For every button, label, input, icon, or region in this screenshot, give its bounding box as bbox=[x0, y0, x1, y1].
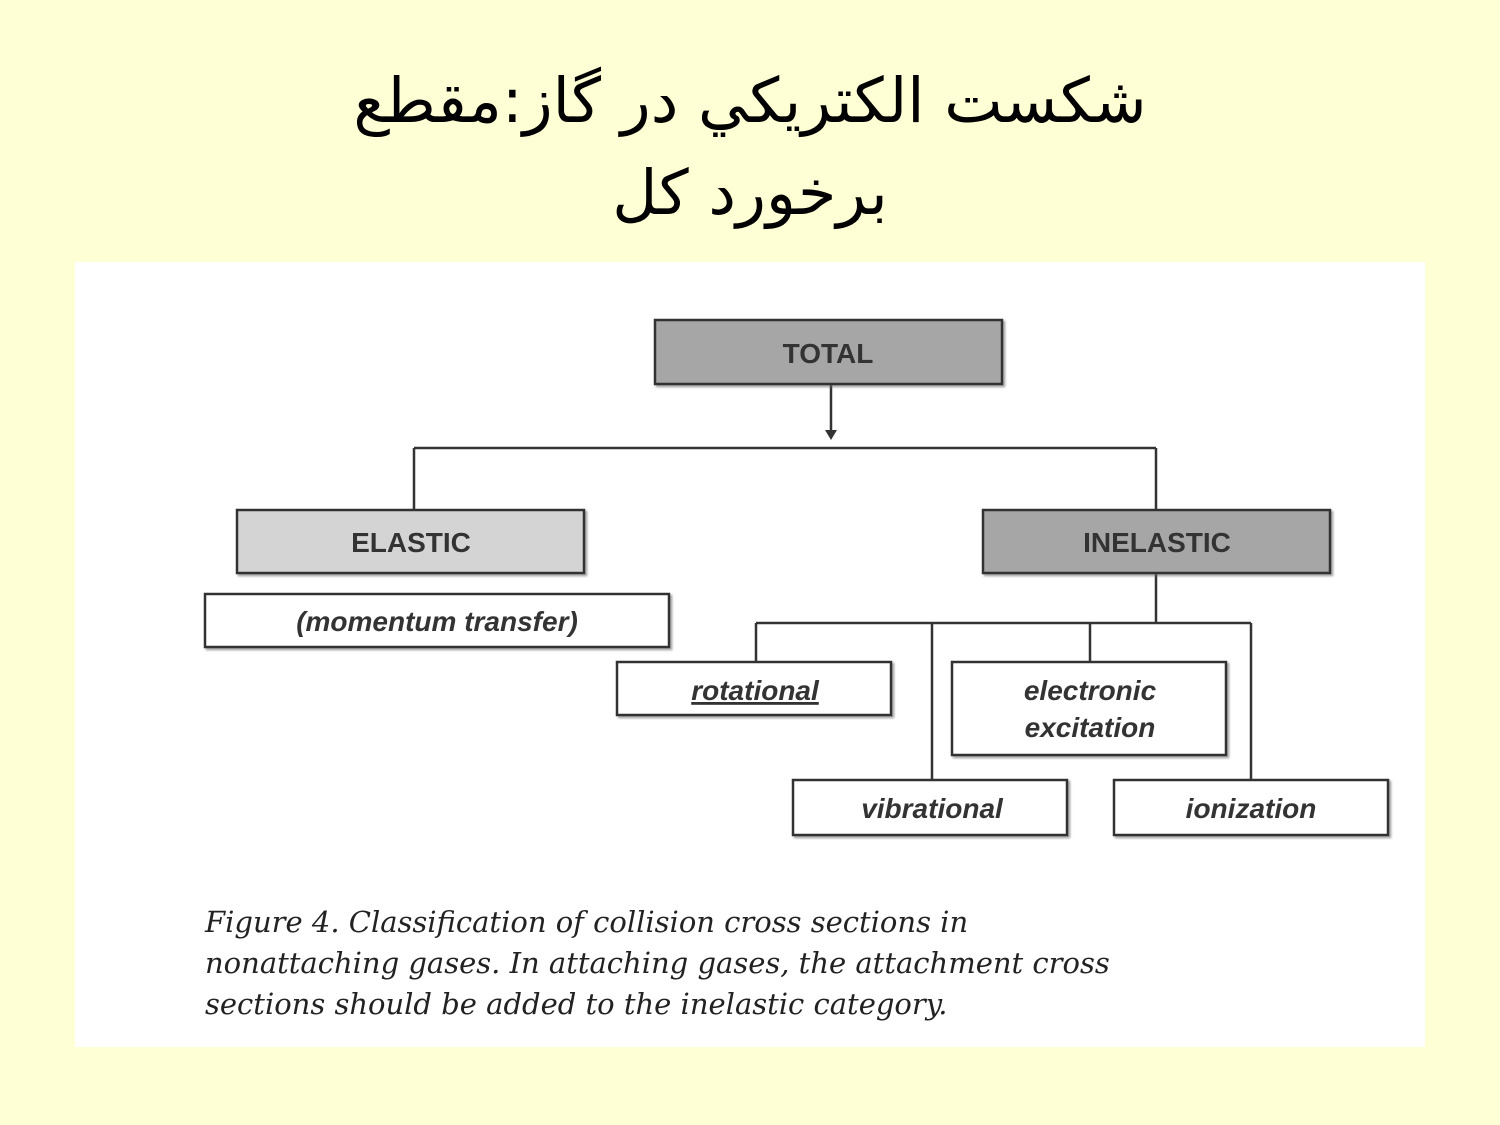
electronic-label-line-1: electronic bbox=[1023, 675, 1157, 706]
inelastic-label: INELASTIC bbox=[1083, 527, 1231, 558]
caption-line-1: Figure 4. Classification of collision cross sections in bbox=[205, 905, 969, 939]
electronic-label-line-2: excitation bbox=[1024, 712, 1156, 743]
caption-line-2: nonattaching gases. In attaching gases, the attachment cross bbox=[205, 946, 1110, 980]
elastic-label: ELASTIC bbox=[351, 527, 471, 558]
slide-title-line-2: برخورد کل bbox=[612, 156, 888, 229]
total-label: TOTAL bbox=[782, 338, 874, 369]
slide-title bbox=[150, 55, 1350, 239]
rotational-label: rotational bbox=[691, 675, 819, 706]
caption-line-3: sections should be added to the inelastic category. bbox=[205, 987, 948, 1021]
ionization-label: ionization bbox=[1185, 793, 1317, 824]
arrow-head-icon bbox=[825, 430, 837, 440]
figure-caption bbox=[205, 902, 1405, 1025]
slide-title-line-1: شکست الکتريکي در گاز:مقطع bbox=[353, 64, 1147, 137]
vibrational-label: vibrational bbox=[861, 793, 1003, 824]
collision-cross-section-figure bbox=[75, 262, 1425, 1047]
momentum-label: (momentum transfer) bbox=[296, 606, 578, 637]
